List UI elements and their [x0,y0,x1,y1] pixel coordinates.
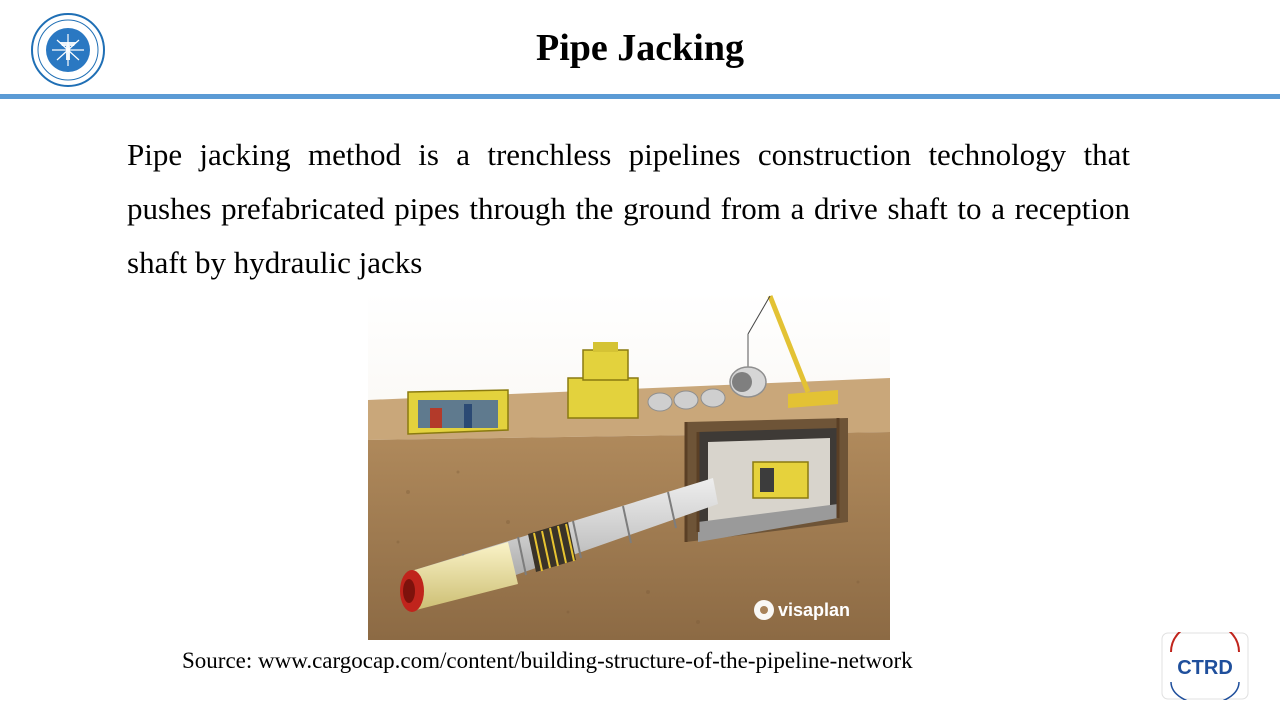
ctrd-logo [1161,632,1249,700]
slide-title: Pipe Jacking [536,27,744,69]
body-paragraph: Pipe jacking method is a trenchless pipelines construction technology that pushes prefabricated pipes through the ground from a drive shaft to a reception shaft by hydraulic jacks [127,137,1130,280]
title-divider [0,94,1280,99]
pipe-jacking-illustration [368,292,890,640]
source-citation: Source: www.cargocap.com/content/building-structure-of-the-pipeline-network [182,648,913,673]
ctrd-logo-text: CTRD [1177,657,1233,679]
visaplan-watermark: visaplan [778,600,851,620]
